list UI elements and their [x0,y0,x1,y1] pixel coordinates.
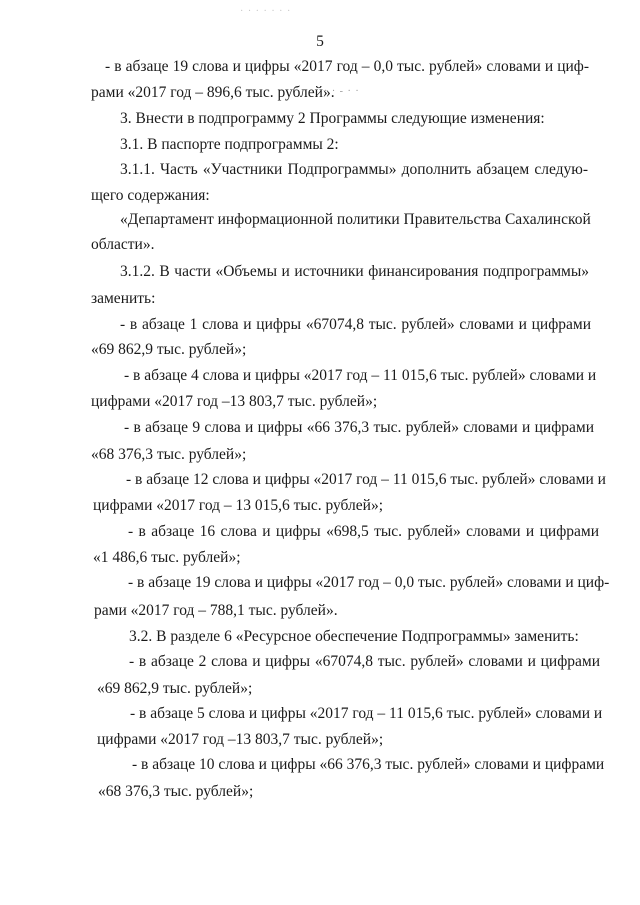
paragraph-line: «Департамент информационной политики Правительства Сахалинской [120,211,591,228]
paragraph-line: 3.1.1. Часть «Участники Подпрограммы» дополнить абзацем следую- [120,161,588,178]
scan-artifact: · · - · · [324,86,360,97]
paragraph-line: 3.1. В паспорте подпрограммы 2: [120,136,339,153]
paragraph-line: - в абзаце 16 слова и цифры «698,5 тыс. рублей» словами и цифрами [128,523,599,540]
paragraph-line: рами «2017 год – 896,6 тыс. рублей». [91,84,335,101]
paragraph-line: 3. Внести в подпрограмму 2 Программы следующие изменения: [120,110,545,127]
paragraph-line: «69 862,9 тыс. рублей»; [97,680,253,697]
paragraph-line: 3.1.2. В части «Объемы и источники финансирования подпрограммы» [120,263,589,280]
paragraph-line: «68 376,3 тыс. рублей»; [98,783,254,800]
paragraph-line: - в абзаце 10 слова и цифры «66 376,3 тыс. рублей» словами и цифрами [132,756,605,773]
paragraph-line: рами «2017 год – 788,1 тыс. рублей». [94,602,338,619]
paragraph-line: - в абзаце 4 слова и цифры «2017 год – 11 015,6 тыс. рублей» словами и [124,367,597,384]
paragraph-line: 3.2. В разделе 6 «Ресурсное обеспечение Подпрограммы» заменить: [129,628,579,645]
header-smudge: · · · · · · · [240,6,292,17]
paragraph-line: «68 376,3 тыс. рублей»; [91,446,247,463]
paragraph-line: - в абзаце 5 слова и цифры «2017 год – 11 015,6 тыс. рублей» словами и [130,705,603,722]
paragraph-line: - в абзаце 2 слова и цифры «67074,8 тыс. рублей» словами и цифрами [129,653,600,670]
paragraph-line: - в абзаце 19 слова и цифры «2017 год – 0,0 тыс. рублей» словами и циф- [128,574,610,591]
paragraph-line: - в абзаце 9 слова и цифры «66 376,3 тыс. рублей» словами и цифрами [124,419,594,436]
page-number: 5 [316,33,324,50]
paragraph-line: области». [91,236,155,253]
paragraph-line: цифрами «2017 год –13 803,7 тыс. рублей»; [97,731,384,748]
paragraph-line: - в абзаце 19 слова и цифры «2017 год – 0,0 тыс. рублей» словами и циф- [105,58,589,75]
paragraph-line: - в абзаце 1 слова и цифры «67074,8 тыс. рублей» словами и цифрами [120,316,591,333]
paragraph-line: «1 486,6 тыс. рублей»; [93,549,241,566]
paragraph-line: щего содержания: [91,187,210,204]
paragraph-line: цифрами «2017 год –13 803,7 тыс. рублей»; [91,393,378,410]
paragraph-line: цифрами «2017 год – 13 015,6 тыс. рублей»; [93,497,384,514]
paragraph-line: - в абзаце 12 слова и цифры «2017 год – 11 015,6 тыс. рублей» словами и [126,471,606,488]
paragraph-line: «69 862,9 тыс. рублей»; [91,341,247,358]
paragraph-line: заменить: [91,290,156,307]
